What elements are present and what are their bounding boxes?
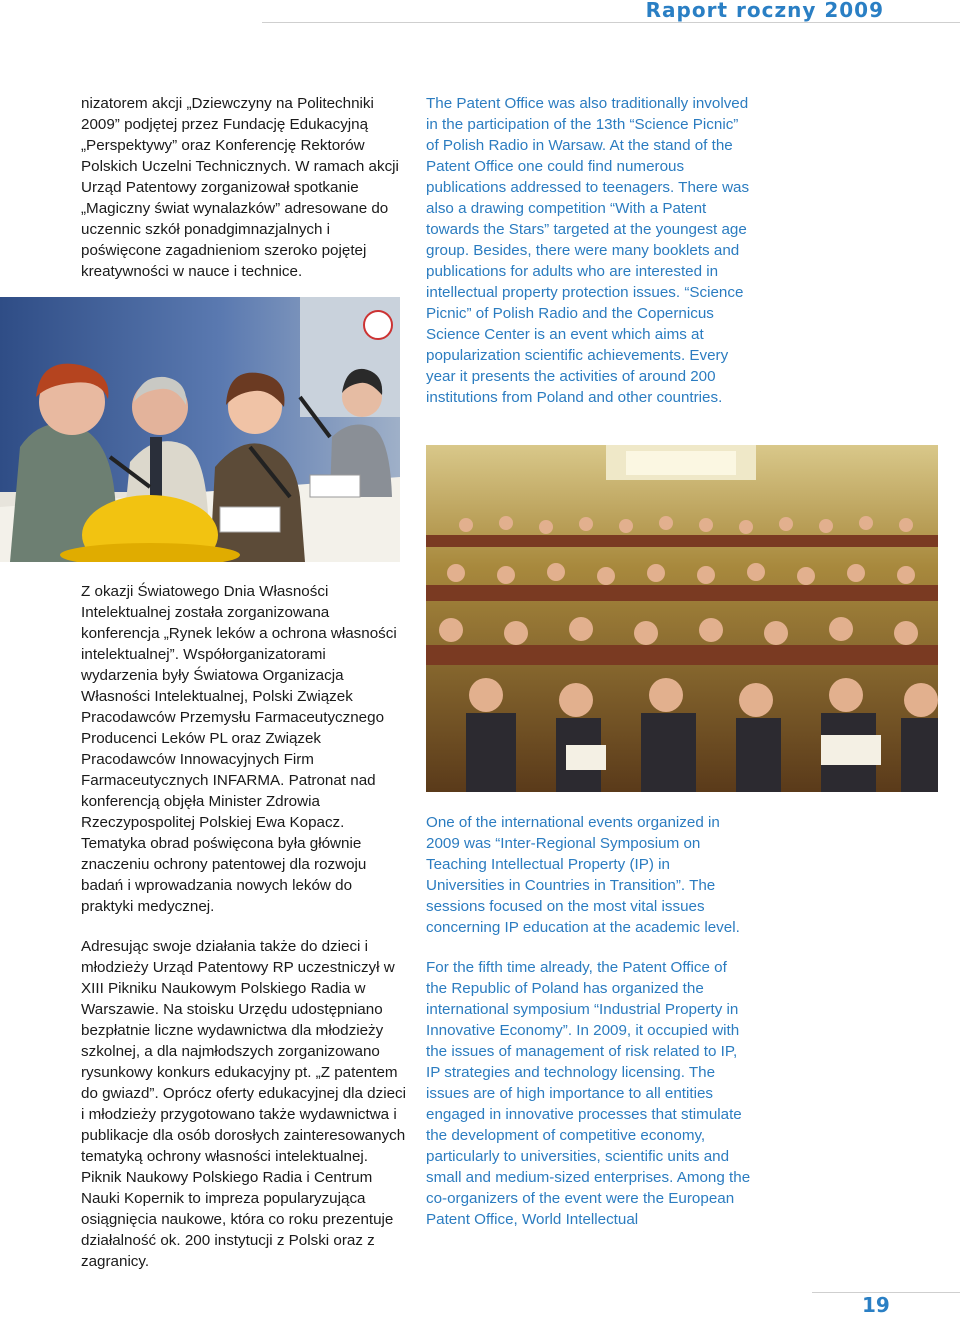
- paragraph: The Patent Office was also traditionally involved in the participation of the 13th “Science Picnic” of Polish Radio in Warsaw. At the stand of the Patent Office one could find numerous publications addressed to teenagers. There was also a drawing competition “With a Patent towards the Stars” targeted at the youngest age group. Besides, there were many booklets and publications for adults who are interested in intellectual property protection issues. “Science Picnic” of Polish Radio and the Copernicus Science Center is an event which aims at popularization scientific achievements. Every year it presents the activities of around 200 institutions from Poland and other countries.: [426, 95, 750, 406]
- auditorium-photo: [426, 445, 938, 792]
- paragraph: Z okazji Światowego Dnia Własności Intelektualnej została zorganizowana konferencja „Rynek leków a ochrona własności intelektualnej”. Współorganizatorami wydarzenia były Światowa Organizacja Własności Intelektualnej, Polski Związek Pracodawców Przemysłu Farmaceutycznego Producenci Leków PL oraz Związek Pracodawców Innowacyjnych Firm Farmaceutycznych INFARMA. Patronat nad konferencją objęła Minister Zdrowia Rzeczypospolitej Polskiej Ewa Kopacz. Tematyka obrad poświęcona była głównie znaczeniu ochrony patentowej dla rozwoju badań i wprowadzania nowych leków do praktyki medycznej.: [81, 583, 397, 915]
- right-text-block-1: [426, 93, 751, 427]
- left-text-block-2: [81, 581, 406, 1291]
- header-divider: [262, 22, 960, 23]
- page-number: 19: [862, 1293, 890, 1317]
- paragraph: Adresując swoje działania także do dzieci i młodzieży Urząd Patentowy RP uczestniczył w XIII Pikniku Naukowym Polskiego Radia w Warszawie. Na stoisku Urzędu udostępniano bezpłatnie liczne wydawnictwa dla młodzieży szkolnej, a dla najmłodszych zorganizowano rysunkowy konkurs edukacyjny pt. „Z patentem do gwiazd”. Oprócz oferty edukacyjnej dla dzieci i młodzieży przygotowano także wydawnictwa i publikacje dla osób dorosłych zainteresowanych tematyką ochrony własności intelektualnej. Piknik Naukowy Polskiego Radia i Centrum Nauki Kopernik to impreza popularyzująca osiągnięcia naukowe, która co roku prezentuje działalność ok. 200 instytucji z Polski oraz z zagranicy.: [81, 938, 407, 1270]
- paragraph: nizatorem akcji „Dziewczyny na Politechniki 2009” podjętej przez Fundację Edukacyjną „Perspektywy” oraz Konferencję Rektorów Polskich Uczelni Technicznych. W ramach akcji Urząd Patentowy zorganizował spotkanie „Magiczny świat wynalazków” adresowane do uczennic szkół ponadgimnazjalnych i poświęcone zagadnieniom szeroko pojętej kreatywności w nauce i technice.: [81, 95, 399, 280]
- paragraph: For the fifth time already, the Patent Office of the Republic of Poland has organized the international symposium “Industrial Property in Innovative Economy”. In 2009, it occupied with the issues of management of risk related to IP, IP strategies and technology licensing. The issues are of high importance to all entities engaged in innovative processes that stimulate the development of competitive economy, particularly to universities, scientific units and small and medium-sized enterprises. Among the co-organizers of the event were the European Patent Office, World Intellectual: [426, 959, 751, 1228]
- conference-panel-photo: [0, 297, 400, 562]
- paragraph: One of the international events organized in 2009 was “Inter-Regional Symposium on Teaching Intellectual Property (IP) in Universities in Countries in Transition”. The sessions focused on the most vital issues concerning IP education at the academic level.: [426, 814, 740, 936]
- report-title: Raport roczny 2009: [645, 0, 884, 22]
- left-text-block-1: [81, 93, 406, 301]
- right-text-block-2: [426, 812, 751, 1249]
